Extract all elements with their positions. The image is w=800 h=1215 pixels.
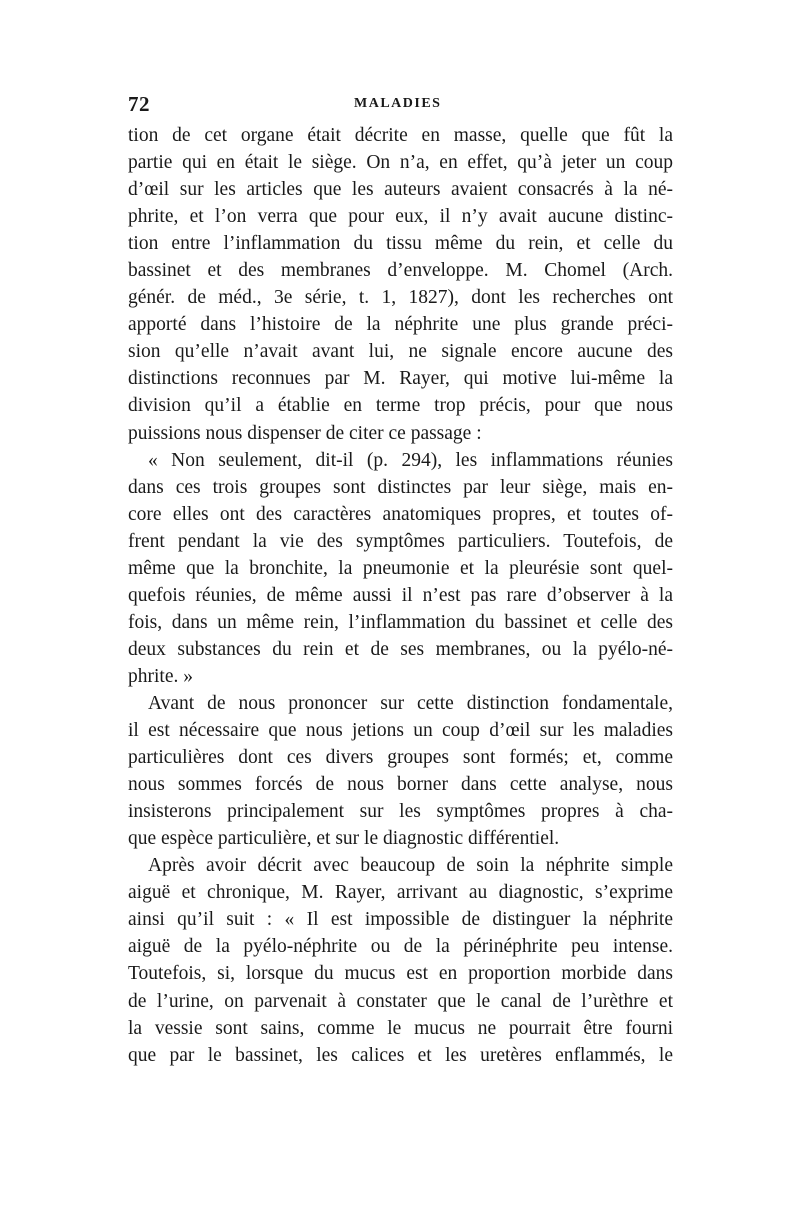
text-line: génér. de méd., 3e série, t. 1, 1827), dont les recherches ont: [128, 287, 673, 309]
text-line: que par le bassinet, les calices et les uretères enflammés, le: [128, 1044, 673, 1066]
text-line: aiguë de la pyélo-néphrite ou de la périnéphrite peu intense.: [128, 936, 673, 958]
text-line: Avant de nous prononcer sur cette distinction fondamentale,: [148, 692, 673, 714]
text-line: division qu’il a établie en terme trop précis, pour que nous: [128, 395, 673, 417]
text-line: même que la bronchite, la pneumonie et la pleurésie sont quel-: [128, 557, 673, 579]
text-line: que espèce particulière, et sur le diagnostic différentiel.: [128, 828, 560, 850]
text-line: puissions nous dispenser de citer ce passage :: [128, 422, 482, 444]
text-line: tion entre l’inflammation du tissu même du rein, et celle du: [128, 233, 673, 255]
text-line: partie qui en était le siège. On n’a, en effet, qu’à jeter un coup: [128, 152, 673, 174]
text-line: Après avoir décrit avec beaucoup de soin la néphrite simple: [148, 855, 673, 877]
text-line: apporté dans l’histoire de la néphrite une plus grande préci-: [128, 314, 673, 336]
text-line: phrite, et l’on verra que pour eux, il n’y avait aucune distinc-: [128, 206, 673, 228]
text-line: frent pendant la vie des symptômes particuliers. Toutefois, de: [128, 530, 673, 552]
text-line: fois, dans un même rein, l’inflammation du bassinet et celle des: [128, 611, 673, 633]
text-line: « Non seulement, dit-il (p. 294), les inflammations réunies: [148, 449, 673, 471]
text-line: core elles ont des caractères anatomiques propres, et toutes of-: [128, 503, 673, 525]
text-line: nous sommes forcés de nous borner dans cette analyse, nous: [128, 774, 673, 796]
page-header: [128, 92, 673, 118]
page-number: 72: [128, 92, 150, 116]
text-line: de l’urine, on parvenait à constater que le canal de l’urèthre et: [128, 990, 673, 1012]
text-line: insisterons principalement sur les symptômes propres à cha-: [128, 801, 673, 823]
text-line: phrite. »: [128, 665, 193, 687]
text-line: deux substances du rein et de ses membranes, ou la pyélo-né-: [128, 638, 673, 660]
text-line: particulières dont ces divers groupes sont formés; et, comme: [128, 747, 673, 769]
text-line: d’œil sur les articles que les auteurs avaient consacrés à la né-: [128, 179, 673, 201]
running-head: MALADIES: [354, 96, 442, 111]
text-line: aiguë et chronique, M. Rayer, arrivant au diagnostic, s’exprime: [128, 882, 673, 904]
text-line: quefois réunies, de même aussi il n’est pas rare d’observer à la: [128, 584, 673, 606]
text-line: Toutefois, si, lorsque du mucus est en proportion morbide dans: [128, 963, 673, 985]
text-line: distinctions reconnues par M. Rayer, qui motive lui-même la: [128, 368, 673, 390]
text-line: il est nécessaire que nous jetions un coup d’œil sur les maladies: [128, 720, 673, 742]
text-line: ainsi qu’il suit : « Il est impossible de distinguer la néphrite: [128, 909, 673, 931]
text-line: la vessie sont sains, comme le mucus ne pourrait être fourni: [128, 1017, 673, 1039]
text-line: bassinet et des membranes d’enveloppe. M. Chomel (Arch.: [128, 260, 673, 282]
text-line: dans ces trois groupes sont distinctes par leur siège, mais en-: [128, 476, 673, 498]
text-line: sion qu’elle n’avait avant lui, ne signale encore aucune des: [128, 341, 673, 363]
body-text: [128, 122, 673, 1069]
text-line: tion de cet organe était décrite en masse, quelle que fût la: [128, 125, 673, 146]
